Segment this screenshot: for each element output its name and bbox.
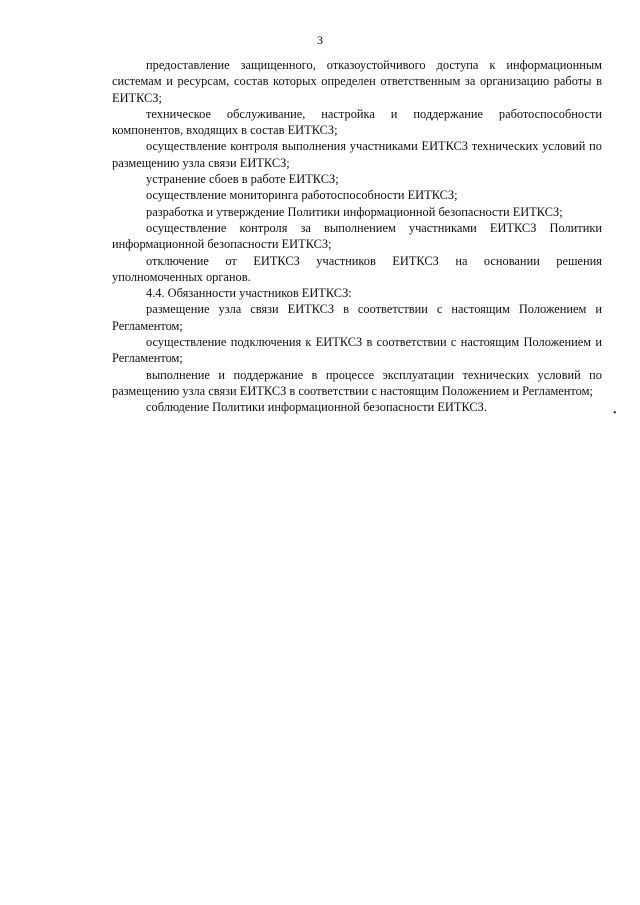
section-heading-4-4: 4.4. Обязанности участников ЕИТКСЗ: [146, 286, 352, 301]
paragraph-failure-elimination: устранение сбоев в работе ЕИТКСЗ; [146, 172, 339, 187]
paragraph-node-placement: размещение узла связи ЕИТКСЗ в соответствии с настоящим Положением и Регламентом; [112, 302, 602, 333]
paragraph-security-policy-development: разработка и утверждение Политики информационной безопасности ЕИТКСЗ; [146, 204, 563, 219]
paragraph-access-provision: предоставление защищенного, отказоустойчивого доступа к информационным системам и ресурсам, состав которых определен ответственным за организацию работы в ЕИТКСЗ; [112, 58, 602, 105]
page-number: 3 [317, 33, 323, 47]
paragraph-operation-conditions: выполнение и поддержание в процессе эксплуатации технических условий по размещению узла связи ЕИТКСЗ в соответствии с настоящим Положением и Регламентом; [112, 367, 602, 398]
paragraph-technical-conditions-control: осуществление контроля выполнения участниками ЕИТКСЗ технических условий по размещению узла связи ЕИТКСЗ; [112, 139, 602, 170]
margin-mark: • [613, 408, 617, 419]
paragraph-disconnection: отключение от ЕИТКСЗ участников ЕИТКСЗ на основании решения уполномоченных органов. [112, 253, 602, 284]
paragraph-policy-compliance: соблюдение Политики информационной безопасности ЕИТКСЗ. [146, 400, 487, 415]
paragraph-maintenance: техническое обслуживание, настройка и поддержание работоспособности компонентов, входящих в состав ЕИТКСЗ; [112, 106, 602, 138]
document-body [112, 57, 602, 416]
paragraph-connection: осуществление подключения к ЕИТКСЗ в соответствии с настоящим Положением и Регламентом; [112, 335, 602, 366]
paragraph-monitoring: осуществление мониторинга работоспособности ЕИТКСЗ; [146, 188, 458, 203]
paragraph-security-policy-control: осуществление контроля за выполнением участниками ЕИТКСЗ Политики информационной безопасности ЕИТКСЗ; [112, 220, 602, 252]
